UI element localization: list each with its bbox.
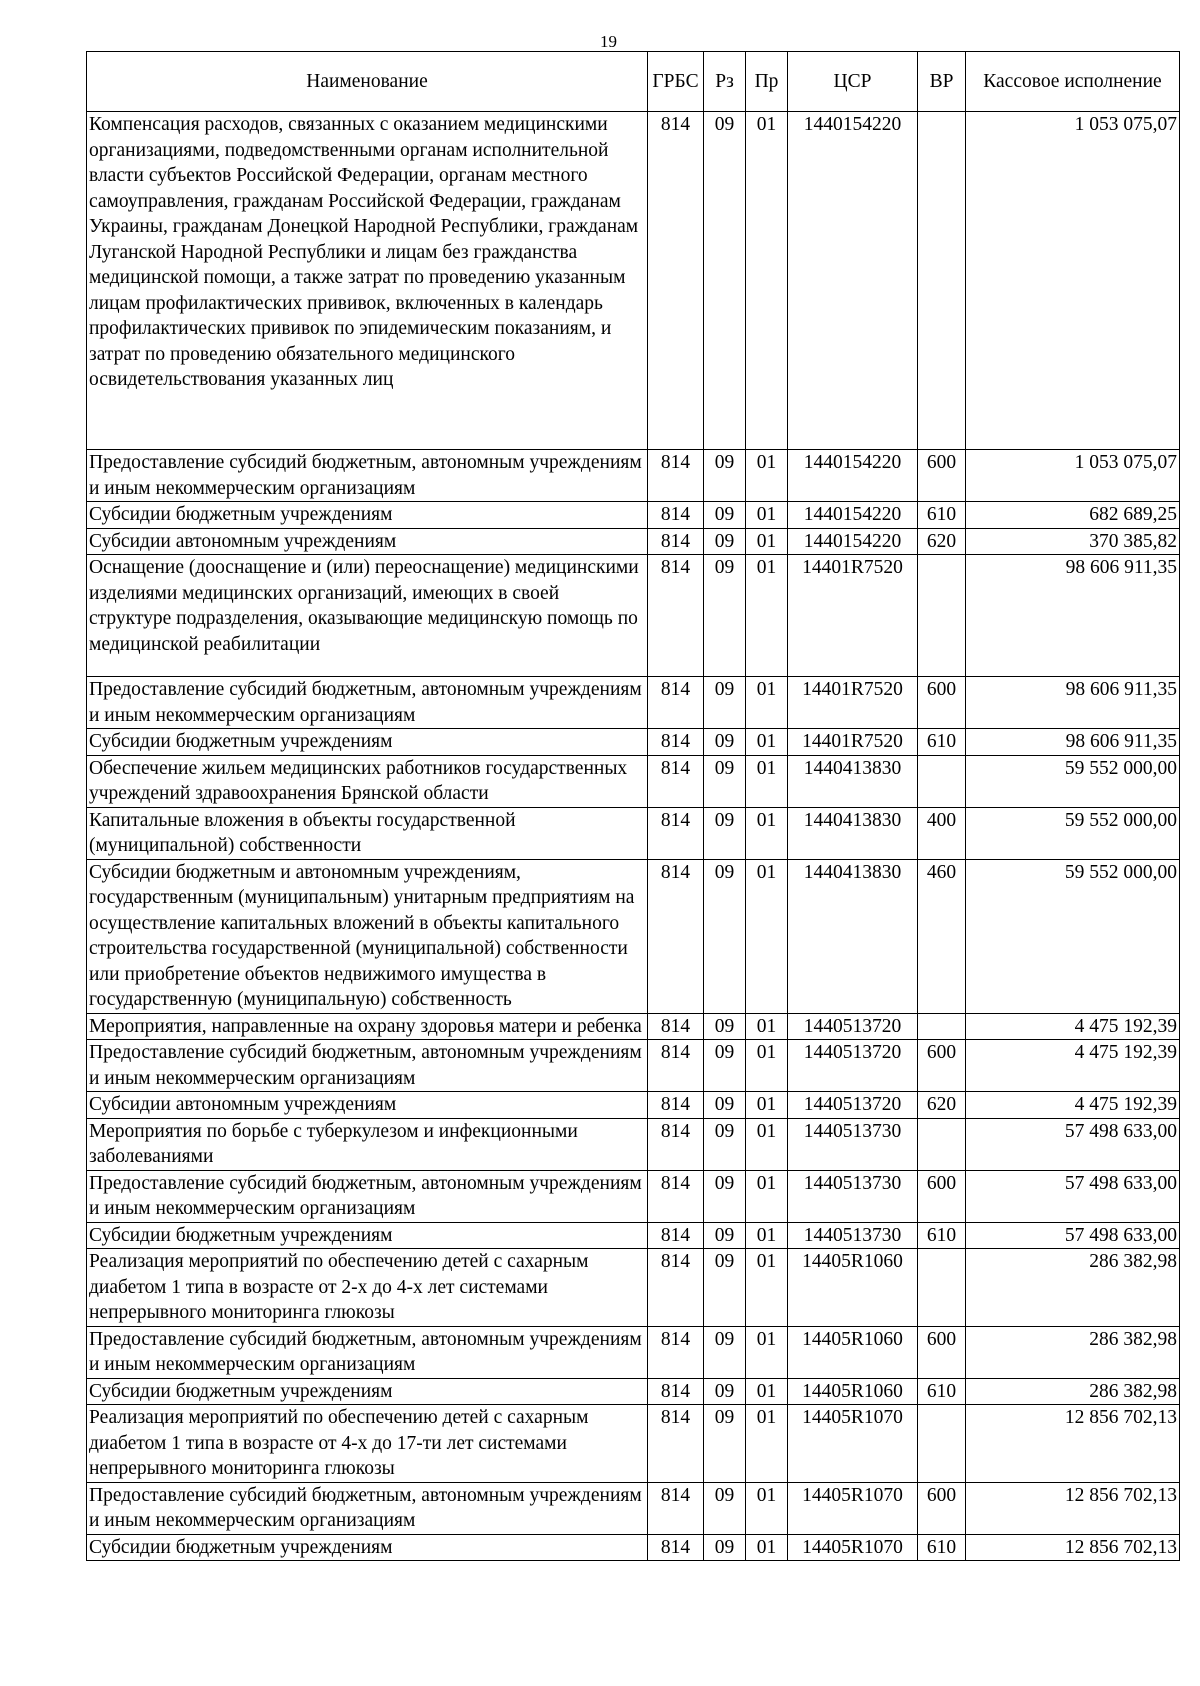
cell-pr: 01 bbox=[746, 1222, 788, 1249]
cell-amount: 1 053 075,07 bbox=[966, 112, 1180, 450]
cell-grbs: 814 bbox=[648, 1118, 704, 1170]
cell-pr: 01 bbox=[746, 1534, 788, 1561]
cell-name: Предоставление субсидий бюджетным, автономным учреждениям и иным некоммерческим организациям bbox=[87, 1040, 648, 1092]
cell-vr: 610 bbox=[918, 1534, 966, 1561]
table-row bbox=[87, 555, 1180, 677]
cell-csr: 1440154220 bbox=[788, 450, 918, 502]
cell-rz: 09 bbox=[704, 1222, 746, 1249]
cell-rz: 09 bbox=[704, 1405, 746, 1483]
cell-pr: 01 bbox=[746, 677, 788, 729]
cell-csr: 1440154220 bbox=[788, 502, 918, 529]
cell-name: Субсидии автономным учреждениям bbox=[87, 1092, 648, 1119]
cell-name: Реализация мероприятий по обеспечению детей с сахарным диабетом 1 типа в возрасте от 4-х до 17-ти лет системами непрерывного мониторинга глюкозы bbox=[87, 1405, 648, 1483]
cell-csr: 1440154220 bbox=[788, 112, 918, 450]
cell-rz: 09 bbox=[704, 807, 746, 859]
cell-vr: 610 bbox=[918, 1222, 966, 1249]
cell-rz: 09 bbox=[704, 1482, 746, 1534]
cell-rz: 09 bbox=[704, 677, 746, 729]
cell-amount: 57 498 633,00 bbox=[966, 1170, 1180, 1222]
cell-grbs: 814 bbox=[648, 1092, 704, 1119]
table-row bbox=[87, 1482, 1180, 1534]
cell-name: Предоставление субсидий бюджетным, автономным учреждениям и иным некоммерческим организациям bbox=[87, 450, 648, 502]
cell-csr: 1440513730 bbox=[788, 1222, 918, 1249]
table-row bbox=[87, 1040, 1180, 1092]
cell-amount: 4 475 192,39 bbox=[966, 1013, 1180, 1040]
cell-name: Субсидии бюджетным учреждениям bbox=[87, 502, 648, 529]
cell-amount: 286 382,98 bbox=[966, 1378, 1180, 1405]
cell-csr: 1440513730 bbox=[788, 1118, 918, 1170]
cell-csr: 1440513720 bbox=[788, 1013, 918, 1040]
cell-grbs: 814 bbox=[648, 1534, 704, 1561]
table-row bbox=[87, 1405, 1180, 1483]
table-row bbox=[87, 502, 1180, 529]
cell-vr: 600 bbox=[918, 1482, 966, 1534]
cell-amount: 98 606 911,35 bbox=[966, 729, 1180, 756]
cell-grbs: 814 bbox=[648, 1405, 704, 1483]
cell-name: Субсидии бюджетным учреждениям bbox=[87, 1378, 648, 1405]
cell-name: Мероприятия по борьбе с туберкулезом и инфекционными заболеваниями bbox=[87, 1118, 648, 1170]
cell-amount: 1 053 075,07 bbox=[966, 450, 1180, 502]
cell-csr: 14405R1070 bbox=[788, 1405, 918, 1483]
cell-grbs: 814 bbox=[648, 1326, 704, 1378]
table-row bbox=[87, 1013, 1180, 1040]
cell-amount: 370 385,82 bbox=[966, 528, 1180, 555]
cell-name: Предоставление субсидий бюджетным, автономным учреждениям и иным некоммерческим организациям bbox=[87, 1170, 648, 1222]
cell-grbs: 814 bbox=[648, 1170, 704, 1222]
cell-vr bbox=[918, 1118, 966, 1170]
cell-name: Субсидии бюджетным и автономным учреждениям, государственным (муниципальным) унитарным предприятиям на осуществление капитальных вложений в объекты капитального строительства государственной (муниципальной) собственности или приобретение объектов недвижимого имущества в государственную (муниципальную) собственность bbox=[87, 859, 648, 1013]
cell-amount: 12 856 702,13 bbox=[966, 1534, 1180, 1561]
table-row bbox=[87, 1092, 1180, 1119]
cell-amount: 4 475 192,39 bbox=[966, 1040, 1180, 1092]
column-header-csr: ЦСР bbox=[788, 52, 918, 112]
table-row bbox=[87, 112, 1180, 450]
cell-rz: 09 bbox=[704, 450, 746, 502]
cell-grbs: 814 bbox=[648, 1482, 704, 1534]
cell-vr bbox=[918, 1405, 966, 1483]
cell-vr: 610 bbox=[918, 729, 966, 756]
cell-amount: 59 552 000,00 bbox=[966, 807, 1180, 859]
column-header-grbs: ГРБС bbox=[648, 52, 704, 112]
cell-csr: 14401R7520 bbox=[788, 677, 918, 729]
cell-grbs: 814 bbox=[648, 1378, 704, 1405]
table-row bbox=[87, 1326, 1180, 1378]
cell-vr: 600 bbox=[918, 1040, 966, 1092]
cell-vr bbox=[918, 755, 966, 807]
cell-pr: 01 bbox=[746, 1092, 788, 1119]
table-row bbox=[87, 677, 1180, 729]
cell-rz: 09 bbox=[704, 502, 746, 529]
cell-amount: 59 552 000,00 bbox=[966, 859, 1180, 1013]
cell-rz: 09 bbox=[704, 729, 746, 756]
cell-amount: 98 606 911,35 bbox=[966, 555, 1180, 677]
cell-name: Оснащение (дооснащение и (или) переоснащение) медицинскими изделиями медицинских организаций, имеющих в своей структуре подразделения, оказывающие медицинскую помощь по медицинской реабилитации bbox=[87, 555, 648, 677]
cell-grbs: 814 bbox=[648, 1040, 704, 1092]
cell-csr: 1440413830 bbox=[788, 859, 918, 1013]
cell-rz: 09 bbox=[704, 1118, 746, 1170]
cell-amount: 57 498 633,00 bbox=[966, 1222, 1180, 1249]
cell-pr: 01 bbox=[746, 555, 788, 677]
cell-grbs: 814 bbox=[648, 112, 704, 450]
cell-amount: 57 498 633,00 bbox=[966, 1118, 1180, 1170]
table-row bbox=[87, 1118, 1180, 1170]
cell-csr: 14401R7520 bbox=[788, 729, 918, 756]
cell-amount: 682 689,25 bbox=[966, 502, 1180, 529]
cell-pr: 01 bbox=[746, 1118, 788, 1170]
cell-name: Предоставление субсидий бюджетным, автономным учреждениям и иным некоммерческим организациям bbox=[87, 1326, 648, 1378]
cell-amount: 59 552 000,00 bbox=[966, 755, 1180, 807]
cell-amount: 98 606 911,35 bbox=[966, 677, 1180, 729]
cell-pr: 01 bbox=[746, 1326, 788, 1378]
cell-rz: 09 bbox=[704, 528, 746, 555]
column-header-amount: Кассовое исполнение bbox=[966, 52, 1180, 112]
cell-amount: 12 856 702,13 bbox=[966, 1405, 1180, 1483]
cell-grbs: 814 bbox=[648, 677, 704, 729]
cell-vr: 620 bbox=[918, 528, 966, 555]
cell-vr: 460 bbox=[918, 859, 966, 1013]
table-row bbox=[87, 450, 1180, 502]
column-header-rz: Рз bbox=[704, 52, 746, 112]
table-row bbox=[87, 1249, 1180, 1327]
cell-name: Субсидии бюджетным учреждениям bbox=[87, 1222, 648, 1249]
cell-pr: 01 bbox=[746, 528, 788, 555]
cell-rz: 09 bbox=[704, 1249, 746, 1327]
table-row bbox=[87, 755, 1180, 807]
column-header-pr: Пр bbox=[746, 52, 788, 112]
cell-pr: 01 bbox=[746, 1013, 788, 1040]
cell-grbs: 814 bbox=[648, 502, 704, 529]
cell-pr: 01 bbox=[746, 807, 788, 859]
table-row bbox=[87, 859, 1180, 1013]
cell-grbs: 814 bbox=[648, 729, 704, 756]
cell-rz: 09 bbox=[704, 1326, 746, 1378]
cell-rz: 09 bbox=[704, 859, 746, 1013]
cell-name: Обеспечение жильем медицинских работников государственных учреждений здравоохранения Брянской области bbox=[87, 755, 648, 807]
cell-name: Субсидии автономным учреждениям bbox=[87, 528, 648, 555]
cell-pr: 01 bbox=[746, 1378, 788, 1405]
header-row bbox=[87, 52, 1180, 112]
cell-vr: 400 bbox=[918, 807, 966, 859]
table-row bbox=[87, 1534, 1180, 1561]
cell-csr: 14405R1070 bbox=[788, 1482, 918, 1534]
cell-rz: 09 bbox=[704, 1040, 746, 1092]
cell-name: Субсидии бюджетным учреждениям bbox=[87, 1534, 648, 1561]
cell-pr: 01 bbox=[746, 729, 788, 756]
column-header-vr: ВР bbox=[918, 52, 966, 112]
table-row bbox=[87, 1222, 1180, 1249]
cell-vr: 600 bbox=[918, 1170, 966, 1222]
table-row bbox=[87, 528, 1180, 555]
cell-name: Субсидии бюджетным учреждениям bbox=[87, 729, 648, 756]
cell-csr: 14405R1060 bbox=[788, 1326, 918, 1378]
cell-name: Мероприятия, направленные на охрану здоровья матери и ребенка bbox=[87, 1013, 648, 1040]
cell-pr: 01 bbox=[746, 1405, 788, 1483]
cell-vr: 610 bbox=[918, 1378, 966, 1405]
cell-name: Компенсация расходов, связанных с оказанием медицинскими организациями, подведомственными органам исполнительной власти субъектов Российской Федерации, органам местного самоуправления, гражданам Российской Федерации, гражданам Украины, гражданам Донецкой Народной Республики, гражданам Луганской Народной Республики и лицам без гражданства медицинской помощи, а также затрат по проведению указанным лицам профилактических прививок, включенных в календарь профилактических прививок по эпидемическим показаниям, и затрат по проведению обязательного медицинского освидетельствования указанных лиц bbox=[87, 112, 648, 450]
cell-csr: 14405R1070 bbox=[788, 1534, 918, 1561]
cell-name: Реализация мероприятий по обеспечению детей с сахарным диабетом 1 типа в возрасте от 2-х до 4-х лет системами непрерывного мониторинга глюкозы bbox=[87, 1249, 648, 1327]
cell-name: Капитальные вложения в объекты государственной (муниципальной) собственности bbox=[87, 807, 648, 859]
cell-pr: 01 bbox=[746, 1170, 788, 1222]
cell-pr: 01 bbox=[746, 502, 788, 529]
cell-vr: 600 bbox=[918, 677, 966, 729]
table-row bbox=[87, 729, 1180, 756]
table-row bbox=[87, 1170, 1180, 1222]
table-header bbox=[87, 52, 1180, 112]
cell-vr bbox=[918, 112, 966, 450]
cell-vr: 600 bbox=[918, 450, 966, 502]
cell-grbs: 814 bbox=[648, 807, 704, 859]
cell-csr: 1440513720 bbox=[788, 1092, 918, 1119]
cell-rz: 09 bbox=[704, 1534, 746, 1561]
cell-csr: 1440513730 bbox=[788, 1170, 918, 1222]
cell-vr: 620 bbox=[918, 1092, 966, 1119]
cell-csr: 1440413830 bbox=[788, 755, 918, 807]
cell-vr bbox=[918, 555, 966, 677]
cell-csr: 14401R7520 bbox=[788, 555, 918, 677]
cell-vr: 600 bbox=[918, 1326, 966, 1378]
cell-pr: 01 bbox=[746, 859, 788, 1013]
cell-rz: 09 bbox=[704, 1378, 746, 1405]
cell-csr: 14405R1060 bbox=[788, 1378, 918, 1405]
cell-rz: 09 bbox=[704, 1092, 746, 1119]
cell-grbs: 814 bbox=[648, 1222, 704, 1249]
cell-grbs: 814 bbox=[648, 859, 704, 1013]
cell-rz: 09 bbox=[704, 112, 746, 450]
cell-amount: 286 382,98 bbox=[966, 1326, 1180, 1378]
cell-grbs: 814 bbox=[648, 1249, 704, 1327]
cell-name: Предоставление субсидий бюджетным, автономным учреждениям и иным некоммерческим организациям bbox=[87, 1482, 648, 1534]
table-row bbox=[87, 1378, 1180, 1405]
cell-pr: 01 bbox=[746, 450, 788, 502]
cell-rz: 09 bbox=[704, 555, 746, 677]
cell-pr: 01 bbox=[746, 1482, 788, 1534]
cell-vr: 610 bbox=[918, 502, 966, 529]
cell-csr: 1440413830 bbox=[788, 807, 918, 859]
cell-vr bbox=[918, 1249, 966, 1327]
cell-grbs: 814 bbox=[648, 755, 704, 807]
cell-grbs: 814 bbox=[648, 1013, 704, 1040]
cell-grbs: 814 bbox=[648, 450, 704, 502]
cell-pr: 01 bbox=[746, 755, 788, 807]
cell-vr bbox=[918, 1013, 966, 1040]
budget-execution-table bbox=[86, 51, 1180, 1561]
cell-csr: 1440154220 bbox=[788, 528, 918, 555]
column-header-name: Наименование bbox=[87, 52, 648, 112]
table-row bbox=[87, 807, 1180, 859]
cell-name: Предоставление субсидий бюджетным, автономным учреждениям и иным некоммерческим организациям bbox=[87, 677, 648, 729]
cell-csr: 1440513720 bbox=[788, 1040, 918, 1092]
table-body bbox=[87, 112, 1180, 1561]
cell-pr: 01 bbox=[746, 1040, 788, 1092]
cell-amount: 286 382,98 bbox=[966, 1249, 1180, 1327]
cell-pr: 01 bbox=[746, 1249, 788, 1327]
cell-pr: 01 bbox=[746, 112, 788, 450]
cell-grbs: 814 bbox=[648, 555, 704, 677]
cell-csr: 14405R1060 bbox=[788, 1249, 918, 1327]
cell-amount: 12 856 702,13 bbox=[966, 1482, 1180, 1534]
page-number: 19 bbox=[600, 32, 617, 51]
cell-rz: 09 bbox=[704, 1170, 746, 1222]
cell-grbs: 814 bbox=[648, 528, 704, 555]
cell-amount: 4 475 192,39 bbox=[966, 1092, 1180, 1119]
cell-rz: 09 bbox=[704, 755, 746, 807]
cell-rz: 09 bbox=[704, 1013, 746, 1040]
